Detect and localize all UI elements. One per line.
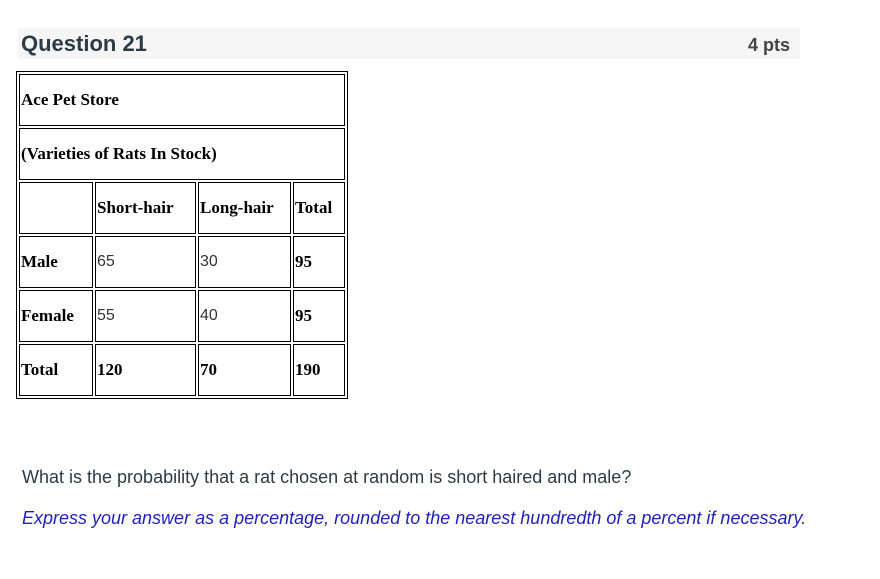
cell-total-long-hair: 70 — [198, 344, 291, 396]
cell-female-total: 95 — [293, 290, 345, 342]
cell-total-short-hair: 120 — [95, 344, 196, 396]
cell-male-short-hair: 65 — [95, 236, 196, 288]
table-subtitle: (Varieties of Rats In Stock) — [19, 128, 345, 180]
cell-grand-total: 190 — [293, 344, 345, 396]
table-row-male — [19, 236, 345, 288]
header-cell-blank — [19, 182, 93, 234]
cell-female-short-hair: 55 — [95, 290, 196, 342]
table-row-total — [19, 344, 345, 396]
table-title: Ace Pet Store — [19, 74, 345, 126]
table-title-row — [19, 74, 345, 126]
rats-table — [16, 71, 348, 399]
question-instructions: Express your answer as a percentage, rounded to the nearest hundredth of a percent if necessary. — [22, 508, 807, 528]
question-points: 4 pts — [747, 35, 790, 55]
row-label-male: Male — [19, 236, 93, 288]
cell-male-total: 95 — [293, 236, 345, 288]
table-subtitle-row — [19, 128, 345, 180]
table-header-row — [19, 182, 345, 234]
header-cell-total: Total — [293, 182, 345, 234]
table-row-female — [19, 290, 345, 342]
question-title: Question 21 — [21, 31, 147, 56]
row-label-female: Female — [19, 290, 93, 342]
question-prompt: What is the probability that a rat chosen at random is short haired and male? — [22, 467, 632, 487]
cell-female-long-hair: 40 — [198, 290, 291, 342]
cell-male-long-hair: 30 — [198, 236, 291, 288]
header-cell-short-hair: Short-hair — [95, 182, 196, 234]
row-label-total: Total — [19, 344, 93, 396]
header-cell-long-hair: Long-hair — [198, 182, 291, 234]
question-header — [18, 28, 800, 59]
